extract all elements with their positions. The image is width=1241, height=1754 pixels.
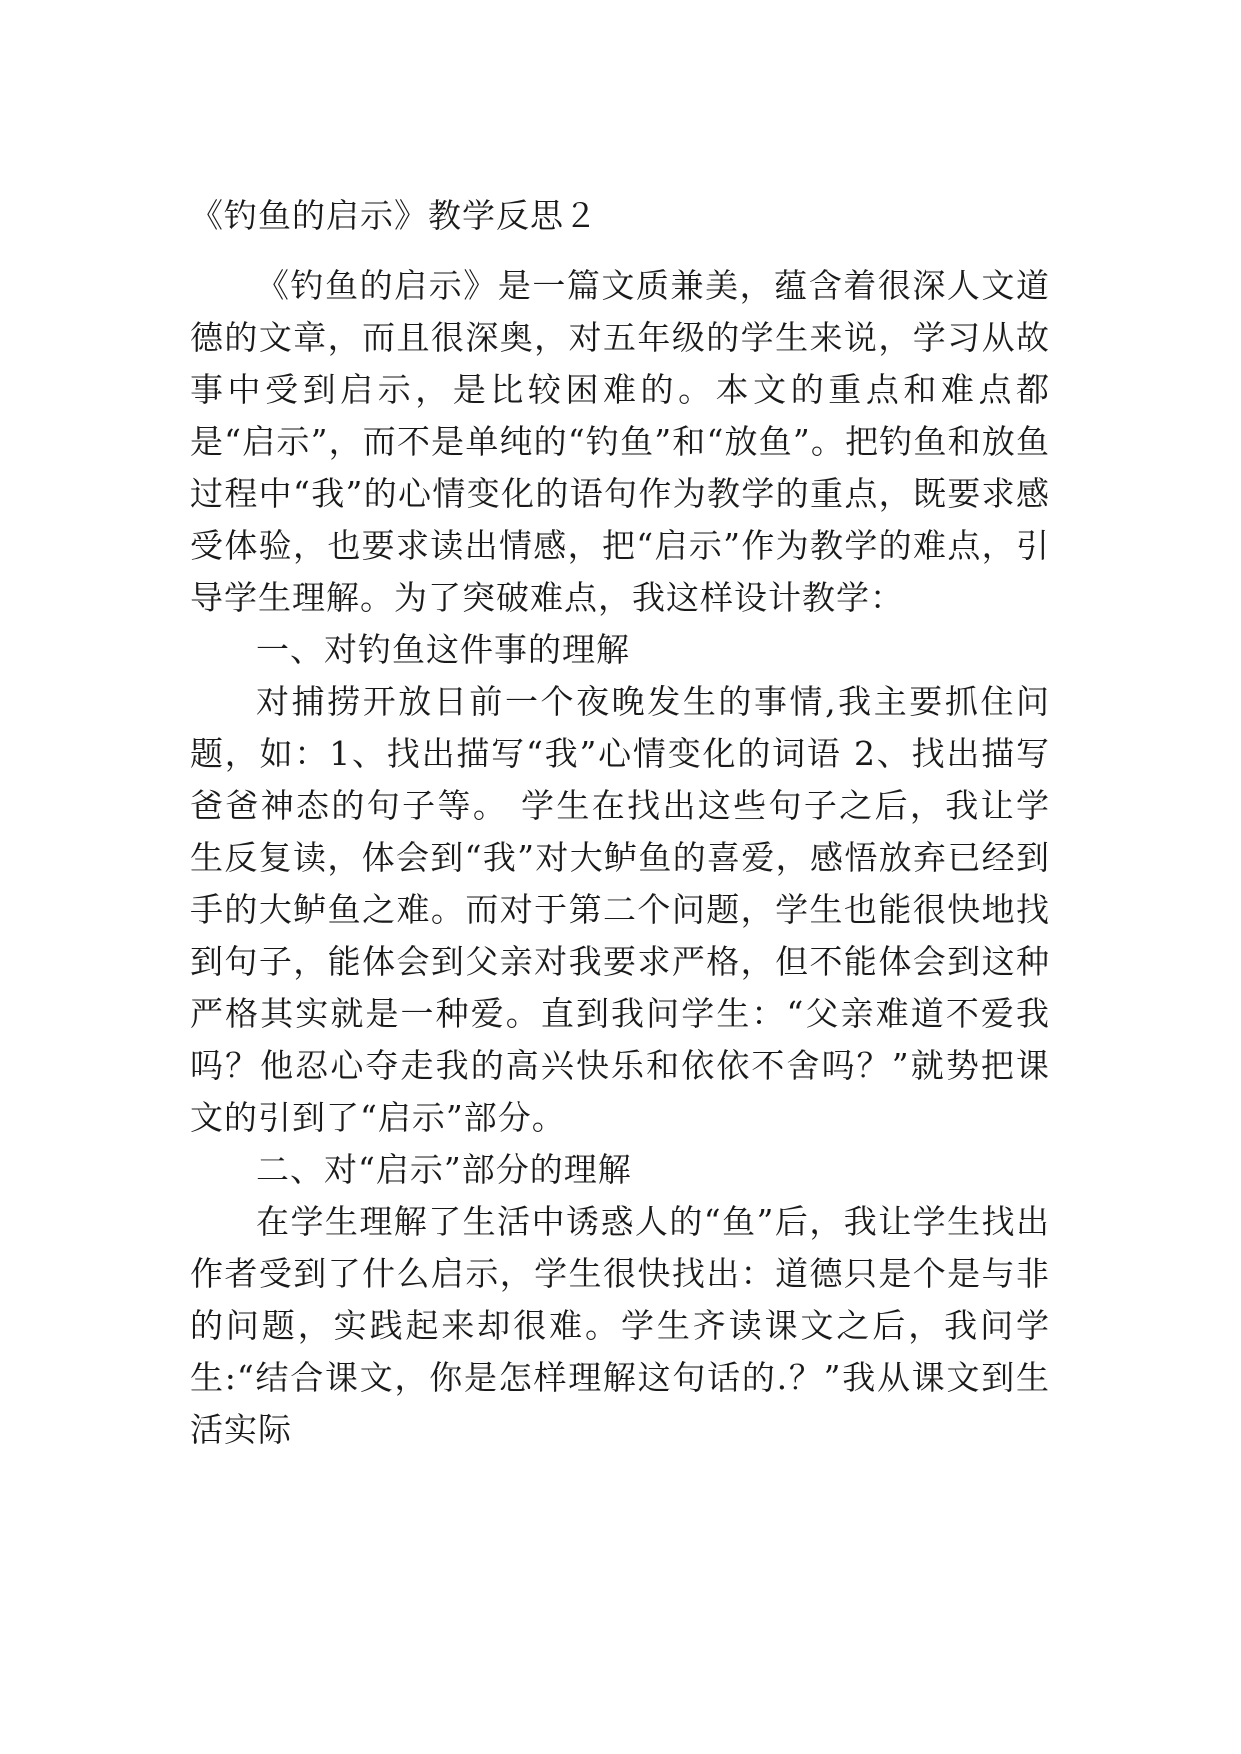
section2-paragraph: 在学生理解了生活中诱惑人的“鱼”后，我让学生找出作者受到了什么启示，学生很快找出：道德只是个是与非的问题，实践起来却很难。学生齐读课文之后，我问学生:“结合课文，你是怎样理解这句话的.？”我从课文到生活实际 bbox=[190, 1202, 1050, 1449]
document-title: 《钓鱼的启示》教学反思２ bbox=[190, 196, 598, 235]
intro-paragraph: 《钓鱼的启示》是一篇文质兼美，蕴含着很深人文道德的文章，而且很深奥，对五年级的学生来说，学习从故事中受到启示，是比较困难的。本文的重点和难点都是“启示”，而不是单纯的“钓鱼”和“放鱼”。把钓鱼和放鱼过程中“我”的心情变化的语句作为教学的重点，既要求感受体验，也要求读出情感，把“启示”作为教学的难点，引导学生理解。为了突破难点，我这样设计教学： bbox=[190, 266, 1050, 617]
section1-heading: 一、对钓鱼这件事的理解 bbox=[256, 630, 630, 669]
document-page bbox=[190, 190, 1050, 1456]
section1-paragraph: 对捕捞开放日前一个夜晚发生的事情,我主要抓住问题，如：1、找出描写“我”心情变化的词语 2、找出描写爸爸神态的句子等。 学生在找出这些句子之后，我让学生反复读，体会到“我”对大鲈鱼的喜爱，感悟放弃已经到手的大鲈鱼之难。而对于第二个问题，学生也能很快地找到句子，能体会到父亲对我要求严格，但不能体会到这种严格其实就是一种爱。直到我问学生：“父亲难道不爱我吗？他忍心夺走我的高兴快乐和依依不舍吗？”就势把课文的引到了“启示”部分。 bbox=[190, 682, 1050, 1137]
section2-heading: 二、对“启示”部分的理解 bbox=[256, 1150, 632, 1189]
